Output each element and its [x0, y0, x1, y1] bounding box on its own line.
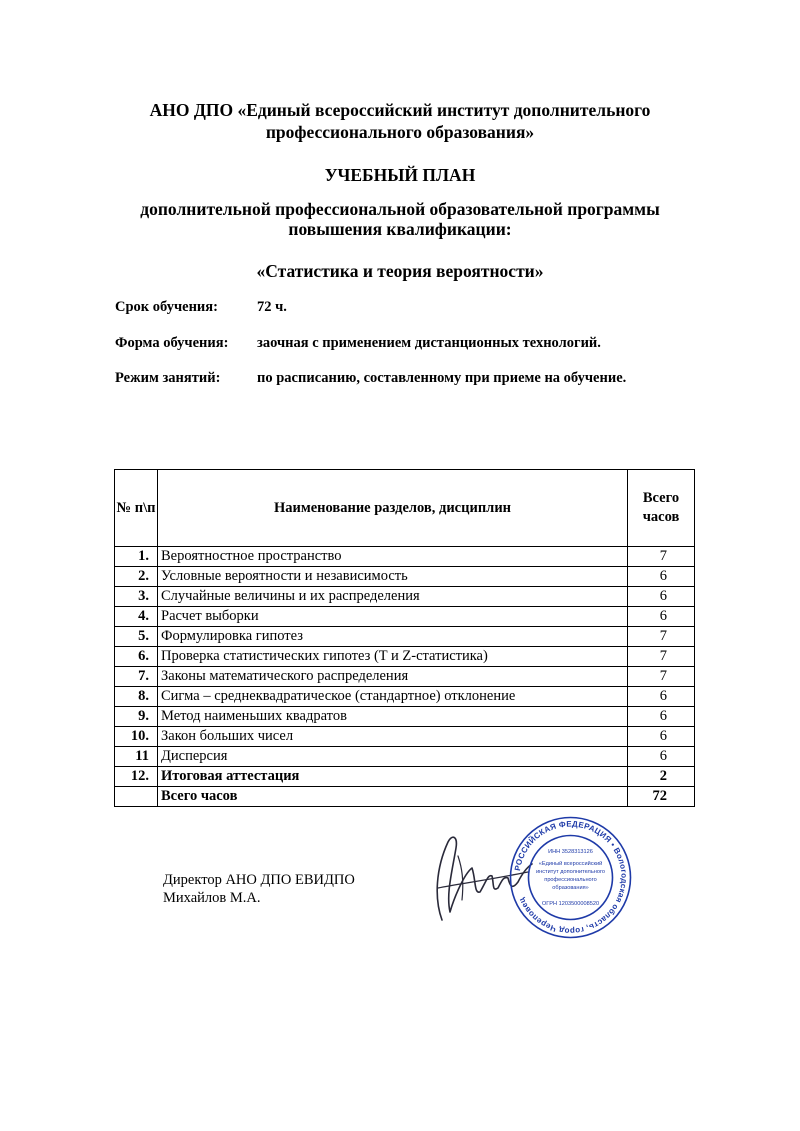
row-discipline: Итоговая аттестация [158, 767, 628, 787]
stamp-ogrn: ОГРН 1203500008520 [541, 901, 600, 907]
row-number: 4. [115, 607, 158, 627]
row-discipline: Метод наименьших квадратов [158, 707, 628, 727]
document-title: УЧЕБНЫЙ ПЛАН [324, 165, 476, 185]
curriculum-table [114, 469, 695, 807]
row-number: 5. [115, 627, 158, 647]
header-discipline: Наименование разделов, дисциплин [158, 470, 628, 547]
official-stamp [508, 815, 633, 940]
row-number: 8. [115, 687, 158, 707]
row-number: 10. [115, 727, 158, 747]
course-name: «Статистика и теория вероятности» [256, 261, 544, 281]
header-hours-line-1: Всего [642, 490, 680, 506]
study-form-label: Форма обучения: [115, 335, 229, 351]
program-description [0, 199, 800, 239]
row-discipline: Расчет выборки [158, 607, 628, 627]
table-total-row [115, 787, 695, 807]
duration-label: Срок обучения: [115, 299, 218, 315]
total-label: Всего часов [158, 787, 628, 807]
row-hours: 6 [628, 707, 695, 727]
row-hours: 2 [628, 767, 695, 787]
stamp-outer-text: РОССИЙСКАЯ ФЕДЕРАЦИЯ • Вологодская область, город Череповец [512, 819, 629, 936]
row-discipline: Формулировка гипотез [158, 627, 628, 647]
total-hours: 72 [628, 787, 695, 807]
table-row [115, 567, 695, 587]
stamp-inner-line-1: «Единый всероссийский [538, 861, 603, 867]
row-number: 3. [115, 587, 158, 607]
director-signature-block [163, 871, 355, 907]
row-hours: 6 [628, 587, 695, 607]
study-mode-label: Режим занятий: [115, 370, 221, 386]
table-row [115, 667, 695, 687]
row-hours: 7 [628, 667, 695, 687]
row-discipline: Закон больших чисел [158, 727, 628, 747]
table-row [115, 707, 695, 727]
organization-line-1: АНО ДПО «Единый всероссийский институт дополнительного [149, 100, 651, 120]
organization-name [0, 99, 800, 143]
row-discipline: Условные вероятности и независимость [158, 567, 628, 587]
row-hours: 7 [628, 547, 695, 567]
table-row [115, 767, 695, 787]
row-hours: 7 [628, 647, 695, 667]
duration-value: 72 ч. [257, 299, 287, 315]
row-hours: 6 [628, 747, 695, 767]
row-discipline: Проверка статистических гипотез (T и Z-статистика) [158, 647, 628, 667]
stamp-inner-line-2: институт дополнительного [536, 869, 605, 875]
program-line-1: дополнительной профессиональной образовательной программы [140, 199, 660, 219]
table-header-row [115, 470, 695, 547]
row-number: 6. [115, 647, 158, 667]
stamp-inner-line-4: образования» [552, 885, 589, 891]
row-discipline: Случайные величины и их распределения [158, 587, 628, 607]
row-number: 2. [115, 567, 158, 587]
table-row [115, 587, 695, 607]
row-number: 1. [115, 547, 158, 567]
row-number: 12. [115, 767, 158, 787]
row-hours: 7 [628, 627, 695, 647]
row-number: 9. [115, 707, 158, 727]
director-title: Директор АНО ДПО ЕВИДПО [163, 872, 355, 888]
row-discipline: Законы математического распределения [158, 667, 628, 687]
stamp-inn: ИНН 3528313126 [548, 849, 593, 855]
table-row [115, 627, 695, 647]
row-hours: 6 [628, 567, 695, 587]
table-row [115, 607, 695, 627]
row-discipline: Вероятностное пространство [158, 547, 628, 567]
total-number [115, 787, 158, 807]
table-row [115, 647, 695, 667]
program-line-2: повышения квалификации: [288, 219, 512, 239]
header-hours [628, 470, 695, 547]
study-mode-value: по расписанию, составленному при приеме на обучение. [257, 370, 627, 386]
header-number: № п\п [115, 470, 158, 547]
row-number: 11 [115, 747, 158, 767]
row-hours: 6 [628, 687, 695, 707]
row-hours: 6 [628, 727, 695, 747]
study-form-value: заочная с применением дистанционных технологий. [257, 335, 601, 351]
row-number: 7. [115, 667, 158, 687]
table-row [115, 687, 695, 707]
table-row [115, 547, 695, 567]
table-row [115, 747, 695, 767]
table-row [115, 727, 695, 747]
director-name: Михайлов М.А. [163, 890, 261, 906]
stamp-inner-line-3: профессионального [544, 877, 597, 883]
header-hours-line-2: часов [642, 509, 680, 525]
row-discipline: Сигма – среднеквадратическое (стандартное) отклонение [158, 687, 628, 707]
row-discipline: Дисперсия [158, 747, 628, 767]
organization-line-2: профессионального образования» [265, 122, 535, 142]
row-hours: 6 [628, 607, 695, 627]
